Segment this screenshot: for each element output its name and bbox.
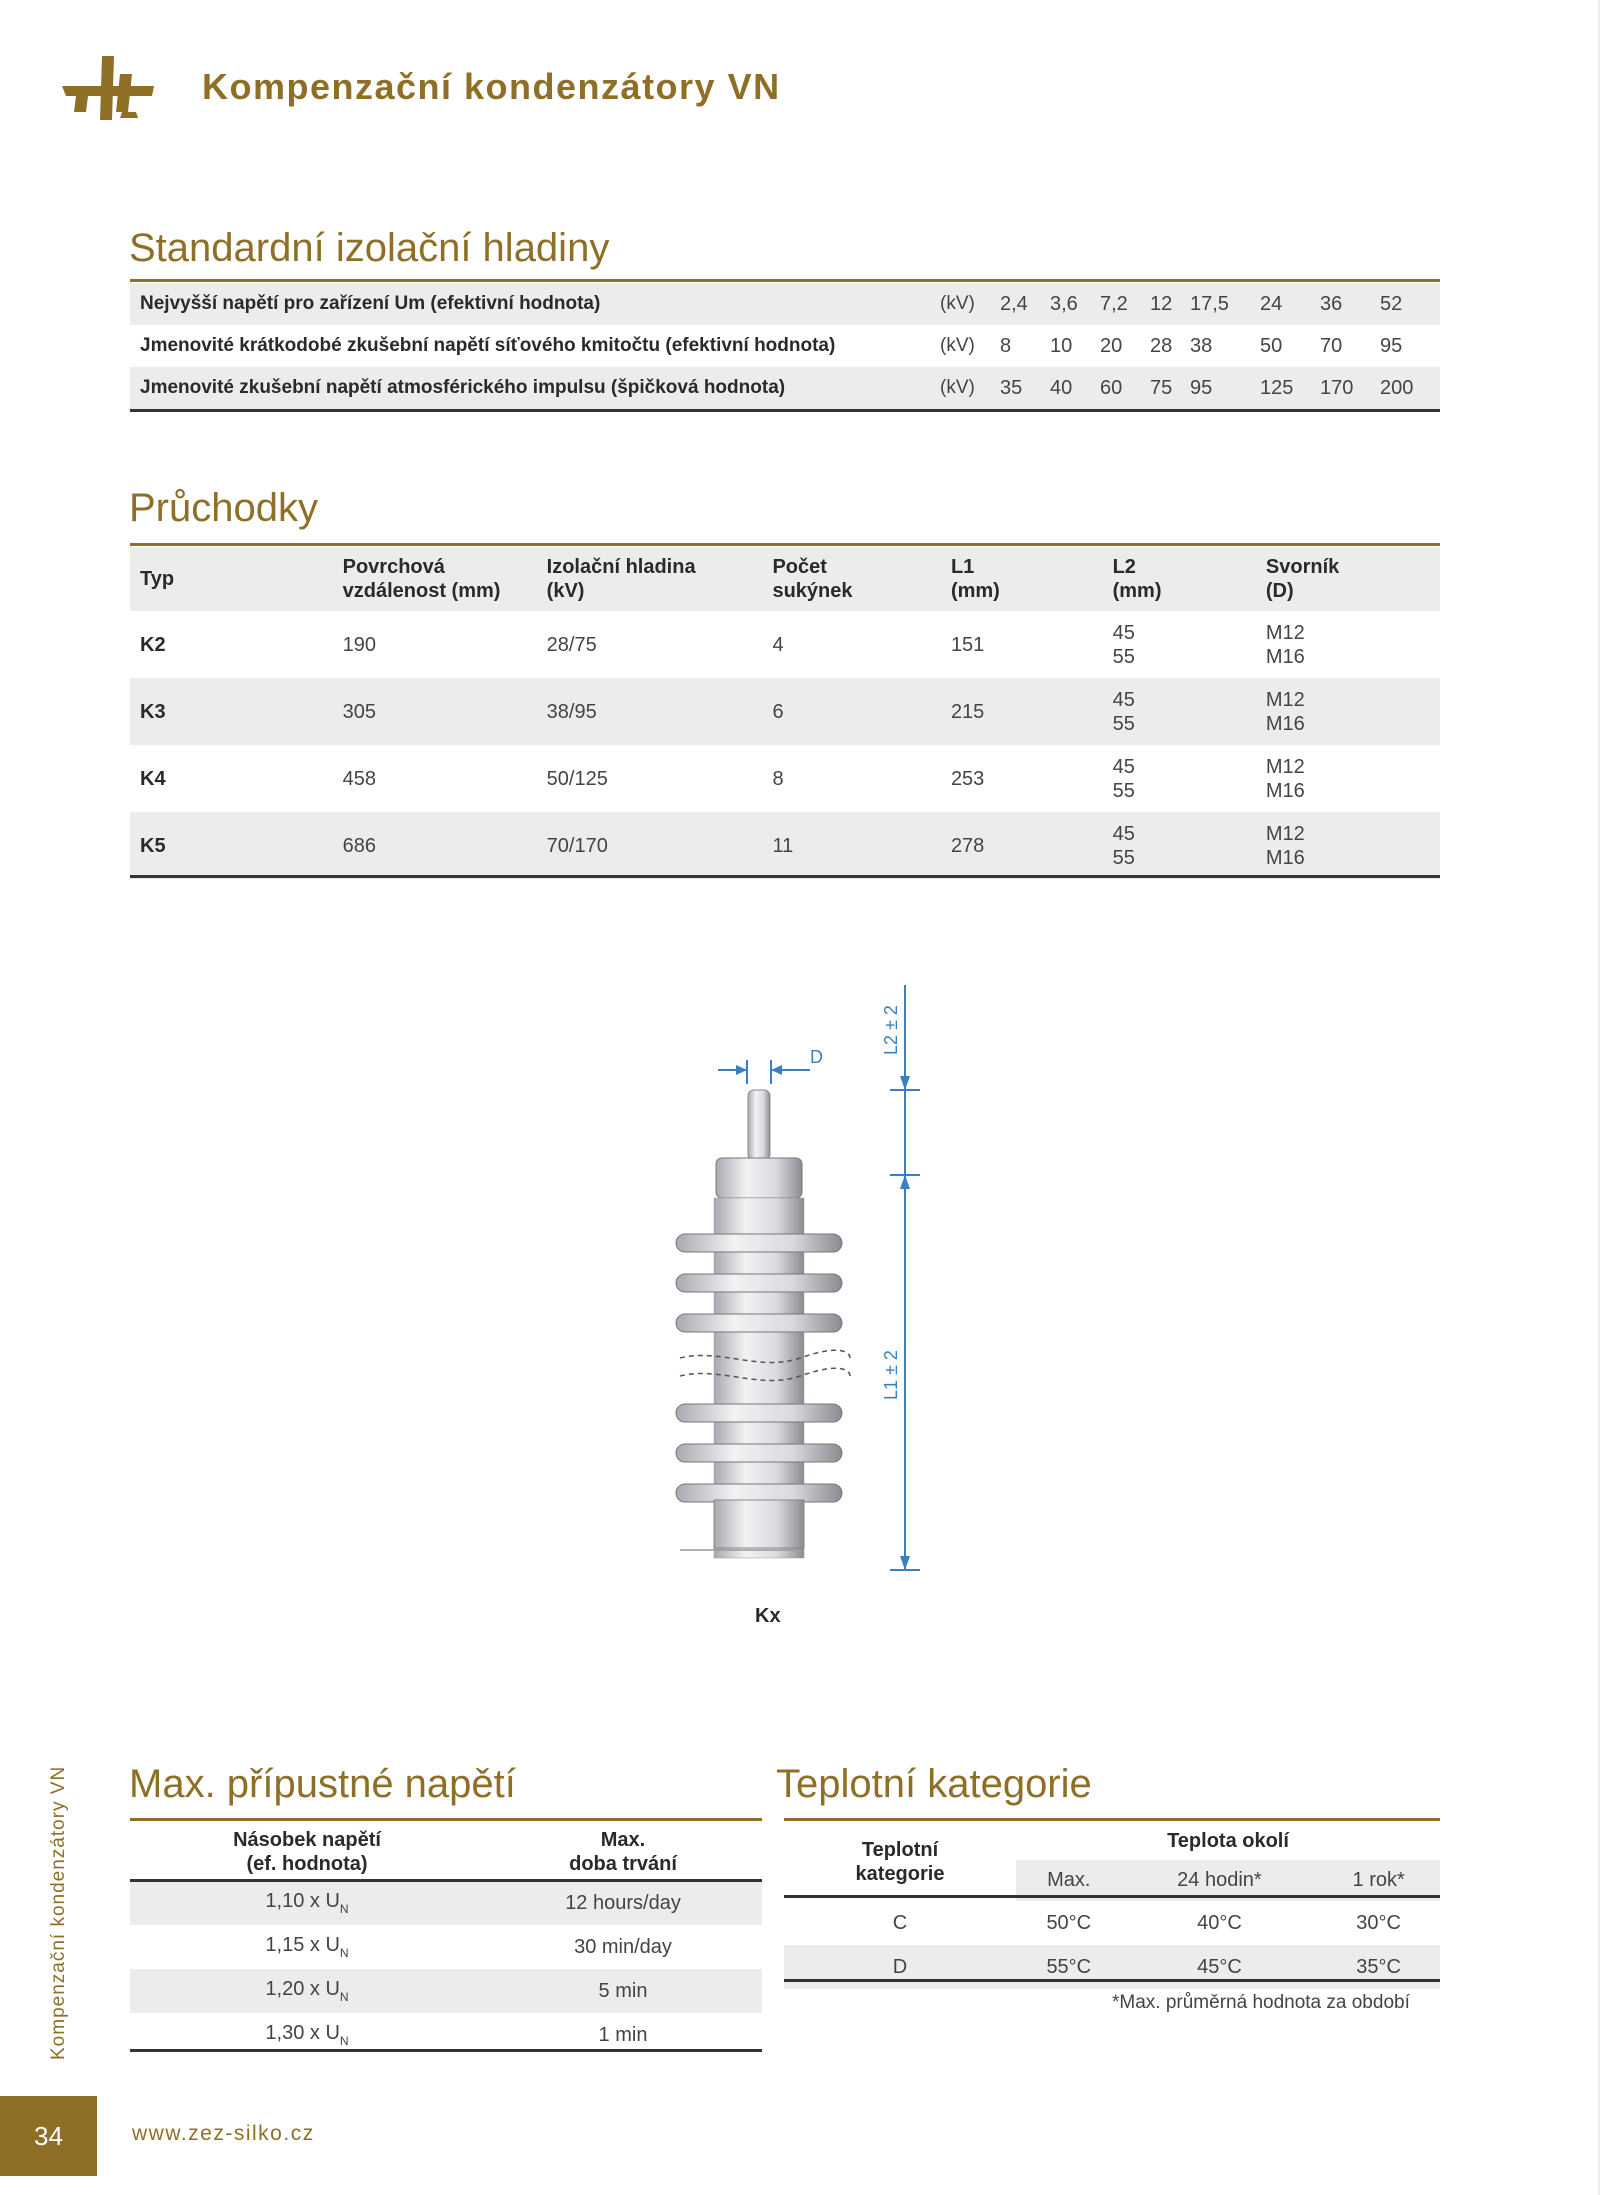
col-header: Typ: [130, 547, 333, 611]
cell-temperature: 30°C: [1356, 1911, 1401, 1934]
cell-distance: 305: [333, 678, 537, 745]
cell-temperature: 35°C: [1317, 1945, 1440, 1989]
page-number: 34: [0, 2096, 97, 2176]
col-subheader: Max.: [1016, 1860, 1122, 1901]
section-title-bushings: Průchodky: [129, 486, 318, 530]
col-header-duration: Max. doba trvání: [569, 1829, 677, 1875]
cell-l2: 45 55: [1103, 678, 1256, 745]
row-value: 200: [1380, 367, 1440, 409]
temperature-table: [784, 1823, 1440, 1989]
row-value: 170: [1320, 367, 1380, 409]
row-value: 28: [1150, 334, 1173, 357]
cell-l2: 45 55: [1103, 812, 1256, 879]
cell-l1: 253: [950, 767, 985, 790]
row-value: 70: [1320, 334, 1343, 357]
row-value: 50: [1260, 334, 1283, 357]
cell-count: 8: [772, 767, 784, 790]
row-value: 38: [1190, 334, 1213, 357]
max-voltage-row: [130, 1969, 762, 2013]
col-header-category: Teplotní kategorie: [855, 1839, 945, 1885]
cell-multiple: 1,10 x $U_N$: [130, 1881, 484, 1925]
col-header: Svorník (D): [1256, 547, 1440, 611]
cell-count: 4: [772, 633, 784, 656]
cell-level: 38/95: [537, 678, 763, 745]
row-value: 3,6: [1050, 283, 1100, 325]
diagram-caption: Kx: [755, 1605, 781, 1627]
col-header: Počet sukýnek: [762, 547, 940, 611]
side-running-title: Kompenzační kondenzátory VN: [48, 1765, 69, 2060]
insulation-levels-table: [130, 283, 1440, 409]
row-value: 2,4: [1000, 283, 1050, 325]
section-title-insulation: Standardní izolační hladiny: [129, 226, 610, 270]
row-value: 52: [1380, 283, 1440, 325]
row-value: 12: [1150, 283, 1190, 325]
cell-distance: 686: [333, 812, 537, 879]
bushing-row: [130, 678, 1440, 745]
cell-stud: M12 M16: [1265, 621, 1305, 668]
cell-l1: 215: [941, 678, 1103, 745]
cell-stud: M12 M16: [1256, 678, 1440, 745]
cell-duration: 5 min: [484, 1969, 762, 2013]
col-header: Povrchová vzdálenost (mm): [333, 547, 537, 611]
diagram-shed: [676, 1234, 842, 1252]
cell-l2: 45 55: [1112, 621, 1135, 668]
temperature-footnote: *Max. průměrná hodnota za období: [1112, 1992, 1410, 2013]
divider: [784, 1818, 1440, 1821]
cell-type: K4: [140, 767, 166, 790]
bushings-table: [130, 547, 1440, 879]
temperature-row: [784, 1945, 1440, 1989]
divider: [130, 409, 1440, 412]
cell-category: D: [784, 1945, 1016, 1989]
col-header-multiple: Násobek napětí (ef. hodnota): [233, 1829, 381, 1875]
website-link[interactable]: www.zez-silko.cz: [132, 2122, 315, 2145]
diagram-label-d: D: [810, 1047, 823, 1067]
col-header: L1 (mm): [941, 547, 1103, 611]
diagram-shed: [676, 1274, 842, 1292]
cell-stud: M12 M16: [1256, 812, 1440, 879]
row-value: 36: [1320, 283, 1380, 325]
diagram-cap: [716, 1158, 802, 1198]
cell-temperature: 45°C: [1122, 1945, 1318, 1989]
cell-level: 50/125: [546, 767, 608, 790]
max-voltage-table: [130, 1823, 762, 2057]
cell-level: 70/170: [537, 812, 763, 879]
row-value: 17,5: [1190, 283, 1260, 325]
cell-duration: 1 min: [598, 2023, 648, 2046]
temperature-row: [784, 1901, 1440, 1945]
diagram-base: [714, 1500, 804, 1548]
cell-temperature: 50°C: [1046, 1911, 1092, 1934]
row-unit: (kV): [940, 367, 1000, 409]
cell-level: 28/75: [546, 633, 597, 656]
row-label: Nejvyšší napětí pro zařízení Um (efektivní hodnota): [130, 283, 940, 325]
bushing-row: [130, 611, 1440, 678]
row-value: 95: [1190, 367, 1260, 409]
row-unit: (kV): [940, 335, 975, 356]
row-value: 24: [1260, 283, 1320, 325]
divider: [130, 543, 1440, 546]
diagram-stud: [748, 1090, 770, 1160]
col-header: Izolační hladina (kV): [537, 547, 763, 611]
cell-l2: 45 55: [1112, 755, 1135, 802]
row-value: 20: [1100, 334, 1123, 357]
max-voltage-row: [130, 1925, 762, 1969]
insulation-row: [130, 367, 1440, 409]
cell-l1: 151: [950, 633, 985, 656]
divider: [130, 2049, 762, 2052]
row-value: 60: [1100, 367, 1150, 409]
divider: [784, 1979, 1440, 1982]
row-value: 7,2: [1100, 283, 1150, 325]
cell-type: K5: [130, 812, 333, 879]
row-value: 75: [1150, 367, 1190, 409]
cell-multiple: 1,15 x $U_N$: [265, 1934, 349, 1960]
divider: [130, 1818, 762, 1821]
col-header-ambient: Teplota okolí: [1167, 1830, 1289, 1853]
row-value: 95: [1380, 334, 1403, 357]
col-subheader: 24 hodin*: [1122, 1860, 1318, 1901]
diagram-label-l1: L1 ± 2: [881, 1350, 901, 1400]
company-logo-icon: [62, 52, 157, 134]
diagram-shed: [676, 1404, 842, 1422]
cell-temperature: 55°C: [1016, 1945, 1122, 1989]
section-title-max-voltage: Max. přípustné napětí: [129, 1762, 516, 1806]
cell-distance: 458: [342, 767, 376, 790]
cell-distance: 190: [342, 633, 376, 656]
row-unit: (kV): [940, 283, 1000, 325]
divider: [130, 279, 1440, 282]
section-title-temperature: Teplotní kategorie: [776, 1762, 1092, 1806]
cell-type: K2: [140, 633, 166, 656]
bushing-row: [130, 812, 1440, 879]
divider: [130, 875, 1440, 878]
diagram-shed: [676, 1314, 842, 1332]
cell-temperature: 40°C: [1197, 1911, 1242, 1934]
col-subheader: 1 rok*: [1317, 1860, 1440, 1901]
cell-type: K3: [130, 678, 333, 745]
divider: [130, 1879, 762, 1882]
cell-count: 11: [762, 812, 940, 879]
max-voltage-row: [130, 1881, 762, 1925]
cell-count: 6: [762, 678, 940, 745]
row-label: Jmenovité zkušební napětí atmosférického impulsu (špičková hodnota): [130, 367, 940, 409]
divider: [784, 1895, 1440, 1898]
row-label: Jmenovité krátkodobé zkušební napětí síťového kmitočtu (efektivní hodnota): [140, 335, 836, 356]
insulation-row: [130, 325, 1440, 367]
diagram-shed: [676, 1484, 842, 1502]
cell-duration: 30 min/day: [574, 1935, 672, 1958]
cell-duration: 12 hours/day: [484, 1881, 762, 1925]
cell-category: C: [892, 1911, 908, 1934]
col-header: L2 (mm): [1103, 547, 1256, 611]
row-value: 40: [1050, 367, 1100, 409]
cell-l1: 278: [941, 812, 1103, 879]
bushing-row: [130, 745, 1440, 812]
row-value: 8: [1000, 334, 1012, 357]
insulation-row: [130, 283, 1440, 325]
diagram-shed: [676, 1444, 842, 1462]
cell-multiple: 1,30 x $U_N$: [265, 2022, 349, 2048]
row-value: 10: [1050, 334, 1073, 357]
cell-multiple: 1,20 x $U_N$: [130, 1969, 484, 2013]
row-value: 125: [1260, 367, 1320, 409]
page-header-title: Kompenzační kondenzátory VN: [202, 66, 781, 107]
row-value: 35: [1000, 367, 1050, 409]
bushing-diagram: [650, 980, 950, 1640]
diagram-label-l2: L2 ± 2: [881, 1005, 901, 1055]
cell-stud: M12 M16: [1265, 755, 1305, 802]
